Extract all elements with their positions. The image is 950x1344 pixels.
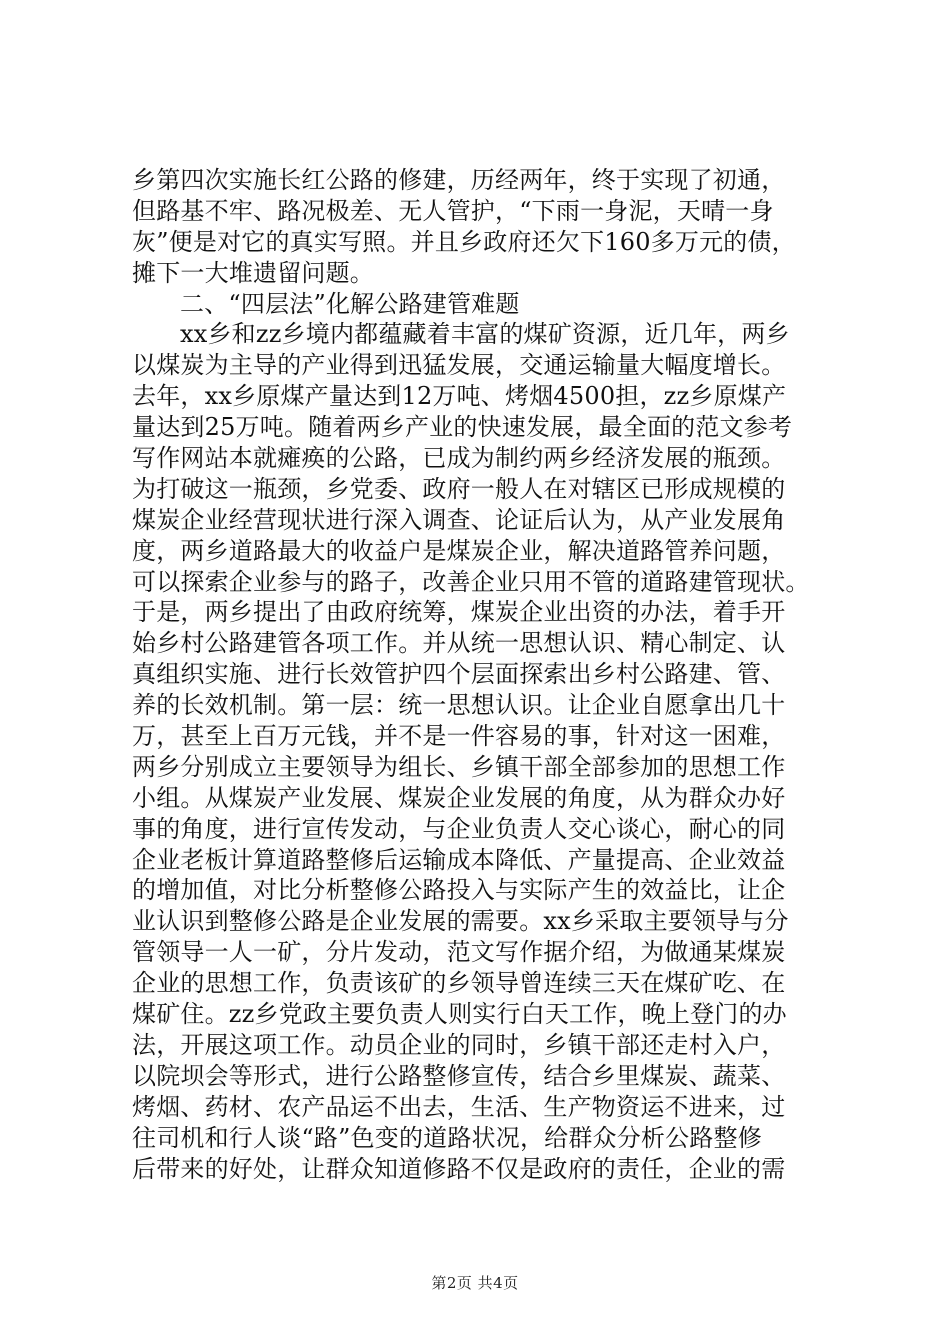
text-line: 企业老板计算道路整修后运输成本降低、产量提高、企业效益 (132, 845, 786, 874)
body-text (132, 165, 832, 1184)
text-line: 煤炭企业经营现状进行深入调查、论证后认为，从产业发展角 (132, 505, 786, 534)
text-line: 以院坝会等形式，进行公路整修宣传，结合乡里煤炭、蔬菜、 (132, 1061, 786, 1090)
text-line: 烤烟、药材、农产品运不出去，生活、生产物资运不进来，过 (132, 1092, 786, 1121)
text-line: 煤矿住。zz乡党政主要负责人则实行白天工作，晚上登门的办 (132, 1000, 787, 1029)
text-line: 以煤炭为主导的产业得到迅猛发展，交通运输量大幅度增长。 (132, 351, 786, 380)
text-line: 真组织实施、进行长效管护四个层面探索出乡村公路建、管、 (132, 660, 786, 689)
text-line: 去年，xx乡原煤产量达到12万吨、烤烟4500担，zz乡原煤产 (132, 382, 787, 411)
text-line: 于是，两乡提出了由政府统筹，煤炭企业出资的办法，着手开 (132, 598, 786, 627)
text-line: xx乡和zz乡境内都蕴藏着丰富的煤矿资源，近几年，两乡 (180, 320, 790, 349)
text-line: 万，甚至上百万元钱，并不是一件容易的事，针对这一困难， (132, 722, 786, 751)
text-line: 事的角度，进行宣传发动，与企业负责人交心谈心，耐心的同 (132, 814, 786, 843)
text-line: 法，开展这项工作。动员企业的同时，乡镇干部还走村入户， (132, 1030, 786, 1059)
text-line: 管领导一人一矿，分片发动，范文写作据介绍，为做通某煤炭 (132, 938, 786, 967)
text-line: 后带来的好处，让群众知道修路不仅是政府的责任，企业的需 (132, 1154, 786, 1183)
text-line: 企业的思想工作，负责该矿的乡领导曾连续三天在煤矿吃、在 (132, 969, 786, 998)
text-line: 量达到25万吨。随着两乡产业的快速发展，最全面的范文参考 (132, 413, 793, 442)
text-line: 业认识到整修公路是企业发展的需要。xx乡采取主要领导与分 (132, 907, 789, 936)
text-line: 乡第四次实施长红公路的修建，历经两年，终于实现了初通， (132, 166, 786, 194)
text-line: 往司机和行人谈“路”色变的道路状况，给群众分析公路整修 (132, 1123, 762, 1152)
text-line: 度，两乡道路最大的收益户是煤炭企业，解决道路管养问题， (132, 536, 786, 565)
text-line: 灰”便是对它的真实写照。并且乡政府还欠下160多万元的债， (132, 227, 796, 256)
text-line: 始乡村公路建管各项工作。并从统一思想认识、精心制定、认 (132, 629, 786, 658)
text-line: 养的长效机制。第一层：统一思想认识。让企业自愿拿出几十 (132, 691, 786, 720)
text-line: 小组。从煤炭产业发展、煤炭企业发展的角度，从为群众办好 (132, 783, 786, 812)
text-line: 摊下一大堆遗留问题。 (132, 258, 374, 287)
text-line: 为打破这一瓶颈，乡党委、政府一般人在对辖区已形成规模的 (132, 474, 786, 503)
text-line: 写作网站本就瘫痪的公路，已成为制约两乡经济发展的瓶颈。 (132, 444, 786, 473)
page-footer: 第2页 共4页 (431, 1274, 519, 1292)
text-line: 两乡分别成立主要领导为组长、乡镇干部全部参加的思想工作 (132, 752, 786, 781)
section-heading: 二、“四层法”化解公路建管难题 (180, 289, 520, 318)
text-line: 的增加值，对比分析整修公路投入与实际产生的效益比，让企 (132, 876, 786, 905)
text-line: 但路基不牢、路况极差、无人管护，“下雨一身泥，天晴一身 (132, 196, 774, 225)
text-line: 可以探索企业参与的路子，改善企业只用不管的道路建管现状。 (132, 567, 810, 596)
